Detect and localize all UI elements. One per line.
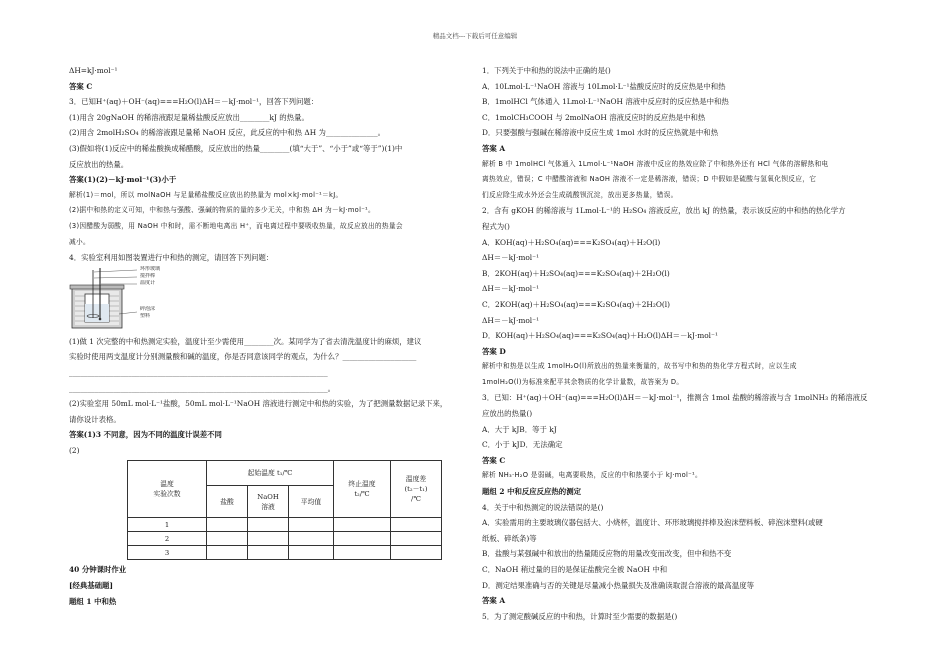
- header-end-temp: [334, 461, 391, 518]
- option-d: D．KOH(aq)＋H₂SO₄(aq)===K₂SO₄(aq)＋H₂O(l)ΔH＝－kJ·mol⁻¹: [482, 331, 718, 341]
- text-line: 反应放出的热量。: [69, 159, 129, 169]
- topic-heading: 题组 1 中和热: [69, 596, 117, 606]
- question-4: 4．关于中和热测定的说法错误的是(): [482, 502, 604, 512]
- option-b: B．盐酸与某强碱中和放出的热量随反应物的用量改变而改变，但中和热不变: [482, 549, 732, 559]
- table-cell: [248, 546, 289, 560]
- table-cell: [289, 518, 334, 532]
- answer-line: 答案(1)3 不同意，因为不同的温度计误差不同: [69, 430, 222, 440]
- calorimeter-figure: [69, 266, 471, 334]
- text-line: (2)用含 2molH₂SO₄ 的稀溶液跟足量稀 NaOH 反应，此反应的中和热 ΔH 为______________。: [69, 128, 386, 138]
- label-thermometer: 温度计: [140, 279, 156, 286]
- text-line: (1)用含 20gNaOH 的稀溶液跟足量稀盐酸反应放出________kJ 的热量。: [69, 112, 309, 122]
- header-base: [248, 486, 289, 518]
- header-cell: [128, 461, 207, 518]
- question-5: 5．为了测定酸碱反应的中和热，计算时至少需要的数据是(): [482, 611, 678, 621]
- explanation-line: 解析 NH₃·H₂O 是弱碱，电离要吸热，反应的中和热要小于 kJ·mol⁻¹。: [482, 471, 702, 480]
- section-heading: 40 分钟课时作业: [69, 565, 127, 575]
- calorimeter-diagram: [69, 266, 141, 332]
- text-line: (2): [69, 445, 80, 455]
- page-header: 精品文档---下载后可任意编辑: [432, 32, 518, 40]
- table-cell: [334, 532, 391, 546]
- equation-line: ΔH＝－kJ·mol⁻¹: [482, 284, 540, 294]
- answer-line: 答案 A: [482, 143, 506, 153]
- table-cell: [334, 546, 391, 560]
- table-cell: [248, 518, 289, 532]
- text-line: (1)做 1 次完整的中和热测定实验，温度计至少需使用________次。某同学为了省去清洗温度计的麻烦，建议: [69, 336, 422, 346]
- question-3: 3．已知H⁺(aq)＋OH⁻(aq)===H₂O(l)ΔH＝－kJ·mol⁻¹，回答下列问题：: [69, 97, 319, 107]
- explanation-line: 解析 B 中 1molHCl 气体通入 1Lmol·L⁻¹NaOH 溶液中反应的热效应除了中和热外还有 HCl 气体的溶解热和电: [482, 159, 829, 168]
- header-start-temp: 起始温度 t₁/℃: [207, 461, 334, 486]
- label-foam: 碎泡沫: [140, 305, 156, 312]
- header-end-1: 终止温度: [348, 480, 376, 489]
- table-cell: [391, 518, 442, 532]
- option-c: C．NaOH 稍过量的目的是保证盐酸完全被 NaOH 中和: [482, 565, 668, 574]
- option-a: A．10Lmol·L⁻¹NaOH 溶液与 10Lmol·L⁻¹盐酸反应时的反应热是中和热: [482, 81, 726, 91]
- table-row: [128, 532, 442, 546]
- header-temp: 温度: [160, 480, 174, 489]
- explanation-line: 解析(1)＝mol，所以 molNaOH 与足量稀盐酸反应放出的热量为 mol×kJ·mol⁻¹＝kJ。: [69, 190, 343, 199]
- table-cell: [207, 532, 248, 546]
- text-line: 实验时使用两支温度计分别测量酸和碱的温度，你是否同意该同学的观点，为什么？____________________: [69, 352, 417, 362]
- answer-line: 答案 C: [69, 81, 93, 91]
- option-d: D．测定结果准确与否的关键是尽量减小热量损失及准确读取混合溶液的最高温度等: [482, 580, 754, 590]
- header-diff-2: (t₂－t₁): [404, 485, 428, 494]
- equation-line: ΔH＝－kJ·mol⁻¹: [482, 315, 540, 325]
- table-cell: [207, 546, 248, 560]
- question-3: 3．已知：H⁺(aq)＋OH⁻(aq)===H₂O(l)ΔH＝－kJ·mol⁻¹，推测含 1mol 盐酸的稀溶液与含 1molNH₃ 的稀溶液反: [482, 393, 868, 403]
- table-cell: [289, 546, 334, 560]
- data-record-table: [127, 460, 442, 560]
- question-1: 1．下列关于中和热的说法中正确的是(): [482, 66, 611, 75]
- table-cell: [248, 532, 289, 546]
- option-cd: C．小于 kJD．无法确定: [482, 440, 563, 450]
- label-foam-2: 塑料: [140, 312, 151, 319]
- option-ab: A．大于 kJB．等于 kJ: [482, 424, 557, 434]
- equation-line: ΔH＝－kJ·mol⁻¹: [482, 253, 540, 263]
- row-number: 3: [128, 546, 207, 560]
- text-line: 请你设计表格。: [69, 414, 121, 424]
- answer-line: 答案 D: [482, 346, 506, 356]
- table-cell: [391, 546, 442, 560]
- explanation-line: (3)因醋酸为弱酸，用 NaOH 中和时，需不断地电离出 H⁺，而电离过程中要吸收热量，故反应放出的热量会: [69, 221, 403, 230]
- header-end-2: t₂/℃: [354, 490, 370, 499]
- label-stirrer-2: 搅拌棒: [140, 272, 156, 279]
- label-stirrer: 环形玻璃: [140, 265, 161, 272]
- header-base-1: NaOH: [257, 492, 279, 501]
- option-b: B．2KOH(aq)＋H₂SO₄(aq)===K₂SO₄(aq)＋2H₂O(l): [482, 268, 670, 278]
- question-2: 2．含有 gKOH 的稀溶液与 1Lmol·L⁻¹的 H₂SO₄ 溶液反应，放出 kJ 的热量，表示该反应的中和热的热化学方: [482, 206, 846, 216]
- text-line: 应放出的热量(): [482, 409, 533, 419]
- header-average: 平均值: [289, 486, 334, 518]
- answer-line: 答案 C: [482, 455, 506, 465]
- option-c: C．1molCH₃COOH 与 2molNaOH 溶液反应时的反应热是中和热: [482, 112, 706, 122]
- blank-line: ______________________________________________________________________: [69, 367, 328, 377]
- table-cell: [391, 532, 442, 546]
- question-4: 4．实验室利用如图装置进行中和热的测定，请回答下列问题：: [69, 253, 274, 263]
- text-line: ΔH=kJ·mol⁻¹: [69, 66, 118, 75]
- header-temp-diff: [391, 461, 442, 518]
- right-column: [482, 63, 884, 624]
- text-line: 程式为(): [482, 221, 510, 231]
- option-a: A．KOH(aq)＋H₂SO₄(aq)===K₂SO₄(aq)＋H₂O(l): [482, 237, 661, 247]
- option-a: A．实验需用的主要玻璃仪器包括大、小烧杯，温度计、环形玻璃搅拌棒及泡沫塑料板、碎泡沫塑料(或硬: [482, 518, 823, 528]
- answer-line: 答案(1)(2)－kJ·mol⁻¹(3)小于: [69, 175, 177, 185]
- explanation-line: 离热效应，错误；C 中醋酸溶液和 NaOH 溶液不一定是稀溶液，错误；D 中假如是硫酸与氢氧化钡反应，它: [482, 175, 817, 184]
- explanation-line: (2)据中和热的定义可知，中和热与强酸、强碱的物质的量的多少无关，中和热 ΔH 为－kJ·mol⁻¹。: [69, 206, 376, 215]
- explanation-line: 减小。: [69, 237, 90, 246]
- blank-line: ______________________________________________________________________。: [69, 383, 336, 393]
- table-cell: [289, 532, 334, 546]
- explanation-line: 们反应除生成水外还会生成硫酸钡沉淀，放出更多热量，错误。: [482, 190, 678, 199]
- option-c: C．2KOH(aq)＋H₂SO₄(aq)===K₂SO₄(aq)＋2H₂O(l): [482, 299, 671, 309]
- header-acid: 盐酸: [207, 486, 248, 518]
- table-cell: [334, 518, 391, 532]
- row-number: 1: [128, 518, 207, 532]
- option-d: D．只要强酸与强碱在稀溶液中反应生成 1mol 水时的反应热就是中和热: [482, 128, 719, 138]
- header-trial: 实验次数: [153, 490, 181, 499]
- topic-heading: 题组 2 中和反应反应热的测定: [482, 487, 581, 497]
- answer-line: 答案 A: [482, 596, 506, 606]
- explanation-line: 解析中和热是以生成 1molH₂O(l)所放出的热量来衡量的，故书写中和热的热化学方程式时，应以生成: [482, 362, 797, 371]
- text-line: 纸板、碎纸条)等: [482, 533, 537, 543]
- header-base-2: 溶液: [261, 502, 275, 511]
- header-diff-3: /℃: [411, 495, 421, 504]
- table-row: [128, 546, 442, 560]
- left-column: [69, 63, 471, 609]
- option-b: B．1molHCl 气体通入 1Lmol·L⁻¹NaOH 溶液中反应时的反应热是中和热: [482, 97, 729, 107]
- table-row: [128, 518, 442, 532]
- explanation-line: 1molH₂O(l)为标准来配平其余物质的化学计量数，故答案为 D。: [482, 377, 684, 386]
- table-cell: [207, 518, 248, 532]
- row-number: 2: [128, 532, 207, 546]
- section-heading: [经典基础题]: [69, 581, 113, 591]
- text-line: (3)假如将(1)反应中的稀盐酸换成稀醋酸，反应放出的热量________(填“大于”、“小于”或“等于”)(1)中: [69, 143, 403, 153]
- header-diff-1: 温度差: [405, 475, 427, 484]
- text-line: (2)实验室用 50mL mol·L⁻¹盐酸，50mL mol·L⁻¹NaOH 溶液进行测定中和热的实验，为了把测量数据记录下来，: [69, 399, 448, 409]
